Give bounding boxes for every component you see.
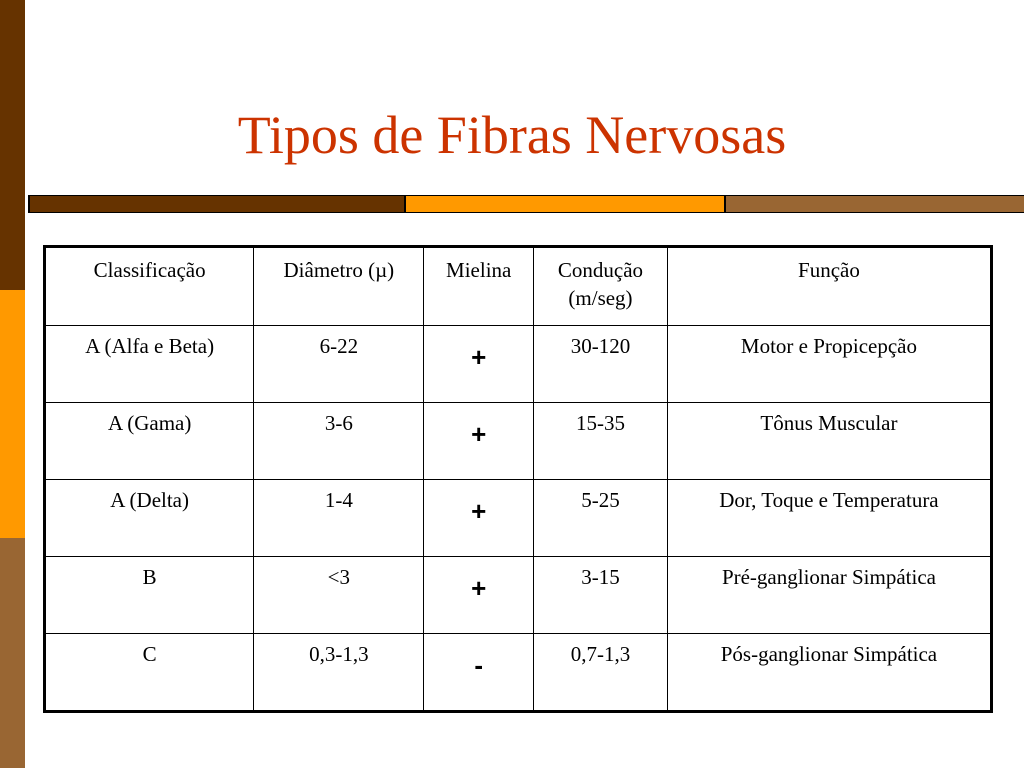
title-underline-tan — [726, 196, 1024, 212]
table-row — [45, 634, 992, 712]
mielina-mark: + — [471, 342, 487, 372]
cell-funcao: Dor, Toque e Temperatura — [667, 480, 991, 557]
table-header-row — [45, 247, 992, 326]
cell-classificacao: A (Gama) — [45, 403, 254, 480]
cell-classificacao: A (Alfa e Beta) — [45, 326, 254, 403]
mielina-mark: - — [474, 650, 484, 680]
table-row — [45, 480, 992, 557]
header-diametro: Diâmetro (µ) — [254, 247, 424, 326]
title-underline-orange — [406, 196, 724, 212]
fiber-types-table — [43, 245, 993, 713]
header-conducao: Condução (m/seg) — [534, 247, 668, 326]
header-funcao: Função — [667, 247, 991, 326]
cell-classificacao: C — [45, 634, 254, 712]
slide-title: Tipos de Fibras Nervosas — [237, 105, 787, 165]
table-row — [45, 557, 992, 634]
cell-diametro: <3 — [254, 557, 424, 634]
cell-conducao: 30-120 — [534, 326, 668, 403]
mielina-mark: + — [471, 573, 487, 603]
table-row — [45, 326, 992, 403]
cell-mielina — [424, 480, 534, 557]
cell-mielina — [424, 403, 534, 480]
header-mielina: Mielina — [424, 247, 534, 326]
header-classificacao: Classificação — [45, 247, 254, 326]
title-underline-brown — [30, 196, 404, 212]
cell-mielina — [424, 634, 534, 712]
cell-funcao: Pré-ganglionar Simpática — [667, 557, 991, 634]
cell-conducao: 0,7-1,3 — [534, 634, 668, 712]
cell-conducao: 5-25 — [534, 480, 668, 557]
mielina-mark: + — [471, 419, 487, 449]
left-bar-tan — [0, 538, 25, 768]
cell-mielina — [424, 557, 534, 634]
cell-conducao: 3-15 — [534, 557, 668, 634]
cell-funcao: Motor e Propicepção — [667, 326, 991, 403]
cell-diametro: 6-22 — [254, 326, 424, 403]
cell-funcao: Tônus Muscular — [667, 403, 991, 480]
cell-diametro: 0,3-1,3 — [254, 634, 424, 712]
cell-classificacao: A (Delta) — [45, 480, 254, 557]
cell-mielina — [424, 326, 534, 403]
cell-funcao: Pós-ganglionar Simpática — [667, 634, 991, 712]
table-row — [45, 403, 992, 480]
cell-conducao: 15-35 — [534, 403, 668, 480]
left-bar-orange — [0, 290, 25, 538]
mielina-mark: + — [471, 496, 487, 526]
cell-diametro: 3-6 — [254, 403, 424, 480]
cell-classificacao: B — [45, 557, 254, 634]
cell-diametro: 1-4 — [254, 480, 424, 557]
